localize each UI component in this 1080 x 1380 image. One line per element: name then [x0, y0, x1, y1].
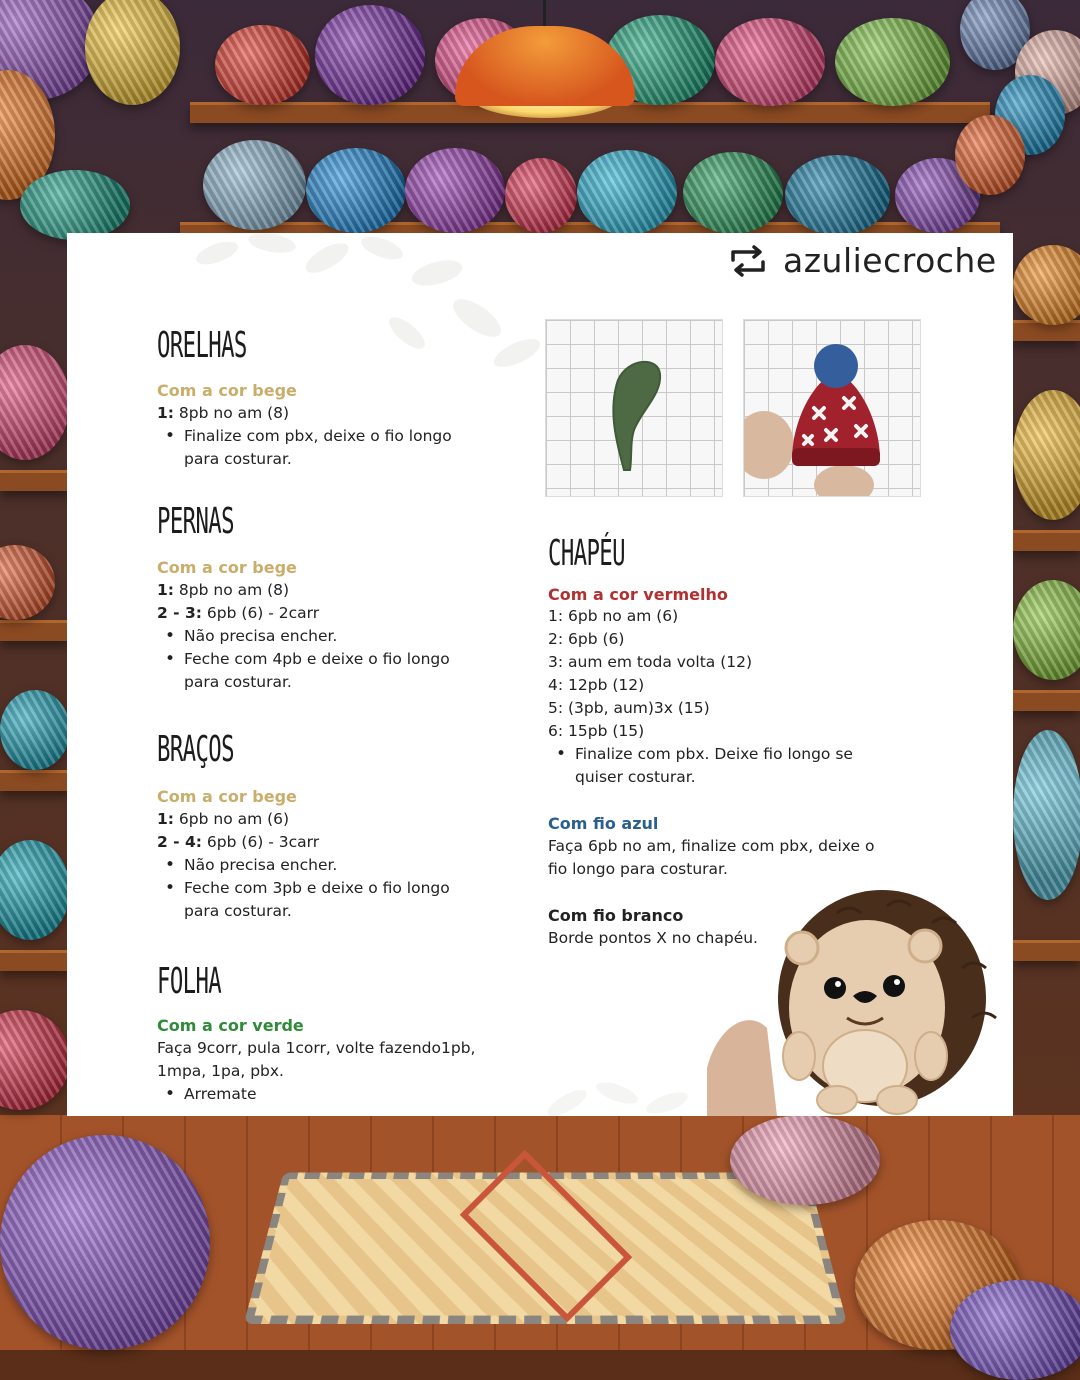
section-title-chapeu: CHAPÉU [548, 533, 625, 574]
instructions-orelhas [157, 402, 452, 471]
crochet-leaf-icon [546, 320, 722, 496]
bullet-continuation: para costurar. [184, 673, 292, 691]
instruction-line: 2: 6pb (6) [548, 630, 625, 648]
pattern-card [67, 233, 1013, 1116]
bullet-item: • Feche com 3pb e deixe o fio longo [157, 877, 450, 900]
plush-toy [730, 1115, 880, 1205]
bullet-item: • Feche com 4pb e deixe o fio longo [157, 648, 450, 671]
bullet-item: • Finalize com pbx. Deixe fio longo se [548, 743, 853, 766]
yarn-ball [835, 18, 950, 106]
instruction-line: fio longo para costurar. [548, 860, 728, 878]
bullet-item: • Finalize com pbx, deixe o fio longo [157, 425, 452, 448]
instruction-line: Faça 9corr, pula 1corr, volte fazendo1pb, [157, 1039, 476, 1057]
instruction-line: 1mpa, 1pa, pbx. [157, 1062, 284, 1080]
yarn-ball [1013, 730, 1080, 900]
yarn-ball [315, 5, 425, 105]
yarn-ball [215, 25, 310, 105]
yarn-ball [306, 148, 406, 233]
shelf [0, 950, 70, 971]
instructions-folha [157, 1037, 475, 1106]
section-title-orelhas: ORELHAS [157, 325, 247, 366]
instructions-fio-azul [548, 835, 874, 881]
instruction-line: Faça 6pb no am, finalize com pbx, deixe o [548, 837, 875, 855]
repost-username[interactable]: azuliecroche [783, 241, 997, 280]
repost-icon [727, 244, 769, 278]
bullet-continuation: para costurar. [184, 902, 292, 920]
instruction-line: 4: 12pb (12) [548, 676, 645, 694]
instruction-line: 1: 6pb no am (6) [548, 607, 679, 625]
leaf-photo [545, 319, 723, 497]
shelf [0, 620, 70, 641]
instruction-line: 2 - 4: 6pb (6) - 3carr [157, 833, 320, 851]
hedgehog-amigurumi-icon [707, 888, 1013, 1116]
bullet-continuation: quiser costurar. [575, 768, 696, 786]
yarn-ball [950, 1280, 1080, 1380]
bullet-item: • Arremate [157, 1083, 475, 1106]
instruction-line: Borde pontos X no chapéu. [548, 929, 758, 947]
instruction-line: 1: 6pb no am (6) [157, 810, 290, 828]
section-title-bracos: BRAÇOS [157, 729, 234, 770]
shelf [1013, 940, 1080, 961]
yarn-ball [0, 690, 70, 770]
instruction-line: 6: 15pb (15) [548, 722, 645, 740]
bullet-item: • Não precisa encher. [157, 625, 450, 648]
instructions-bracos [157, 808, 450, 923]
yarn-ball [405, 148, 505, 233]
yarn-ball [203, 140, 306, 230]
yarn-ball [683, 152, 783, 234]
hat-photo [743, 319, 921, 497]
color-label-pernas: Com a cor bege [157, 558, 297, 577]
color-label-bracos: Com a cor bege [157, 787, 297, 806]
shelf [1013, 530, 1080, 551]
instruction-line: 2 - 3: 6pb (6) - 2carr [157, 604, 320, 622]
bullet-item: • Não precisa encher. [157, 854, 450, 877]
shelf [1013, 690, 1080, 711]
yarn-ball [0, 1135, 210, 1350]
repost-attribution[interactable] [727, 241, 997, 280]
yarn-ball [577, 150, 677, 235]
instruction-line: 1: 8pb no am (8) [157, 404, 290, 422]
color-label-folha: Com a cor verde [157, 1016, 304, 1035]
yarn-ball [955, 115, 1025, 195]
color-label-chapeu: Com a cor vermelho [548, 585, 728, 604]
color-label-fio-azul: Com fio azul [548, 814, 659, 833]
shelf [0, 470, 70, 491]
yarn-ball [715, 18, 825, 106]
yarn-ball [20, 170, 130, 240]
color-label-fio-branco: Com fio branco [548, 906, 684, 925]
instruction-line: 5: (3pb, aum)3x (15) [548, 699, 710, 717]
yarn-ball [505, 158, 577, 233]
instructions-pernas [157, 579, 450, 694]
crochet-hat-icon [744, 320, 920, 496]
instruction-line: 3: aum em toda volta (12) [548, 653, 753, 671]
instruction-line: 1: 8pb no am (8) [157, 581, 290, 599]
section-title-pernas: PERNAS [157, 501, 234, 542]
color-label-orelhas: Com a cor bege [157, 381, 297, 400]
bullet-continuation: para costurar. [184, 450, 292, 468]
instructions-chapeu [548, 605, 853, 789]
yarn-ball [785, 155, 890, 235]
shelf [0, 770, 70, 791]
section-title-folha: FOLHA [157, 961, 222, 1002]
leaf-decoration-icon [527, 1068, 727, 1116]
